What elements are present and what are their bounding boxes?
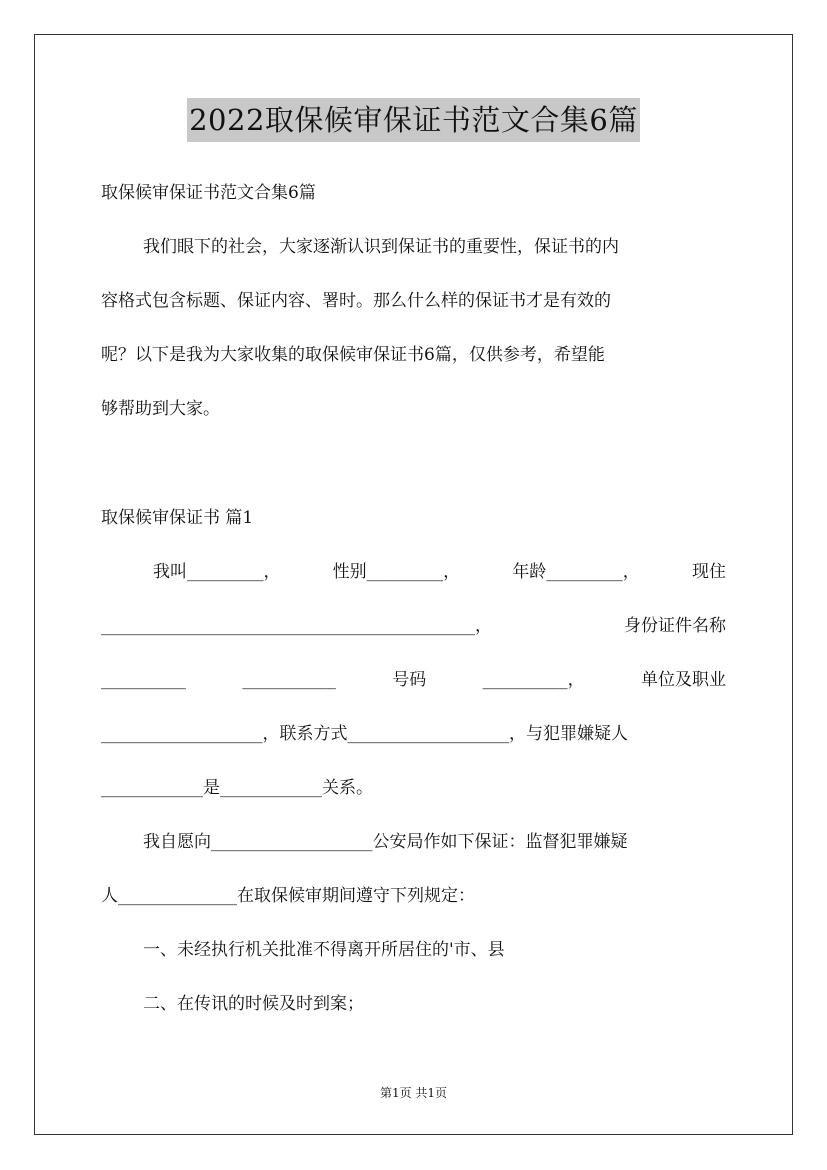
form-line-3-part-2: ___________ bbox=[242, 670, 336, 690]
form-line-1 bbox=[153, 560, 726, 584]
document-title: 2022取保候审保证书范文合集6篇 bbox=[187, 98, 640, 142]
intro-line-2: 容格式包含标题、保证内容、署时。那么什么样的保证书才是有效的 bbox=[101, 291, 611, 311]
form-line-3 bbox=[101, 668, 726, 692]
form-line-4: ___________________，联系方式___________________，与犯罪嫌疑人 bbox=[101, 724, 628, 744]
form-line-6: 我自愿向___________________公安局作如下保证：监督犯罪嫌疑 bbox=[143, 832, 628, 852]
form-line-1-part-1: 我叫_________， bbox=[153, 562, 281, 582]
intro-line-3: 呢？以下是我为大家收集的取保候审保证书6篇，仅供参考，希望能 bbox=[101, 345, 605, 365]
form-line-3-part-5: 单位及职业 bbox=[641, 670, 726, 690]
subtitle: 取保候审保证书范文合集6篇 bbox=[101, 183, 316, 203]
section-heading: 取保候审保证书 篇1 bbox=[101, 508, 254, 528]
form-line-2-part-2: 身份证件名称 bbox=[624, 616, 726, 636]
form-line-3-part-1: __________ bbox=[101, 670, 186, 690]
form-line-3-part-4: __________， bbox=[482, 670, 585, 690]
title-container bbox=[0, 98, 827, 142]
intro-line-1: 我们眼下的社会，大家逐渐认识到保证书的重要性，保证书的内 bbox=[143, 237, 619, 257]
form-line-9: 二、在传讯的时候及时到案； bbox=[143, 994, 364, 1014]
form-line-1-part-3: 年龄_________， bbox=[512, 562, 640, 582]
form-line-3-part-3: 号码 bbox=[392, 670, 427, 690]
page-footer: 第1页 共1页 bbox=[379, 1086, 448, 1100]
form-line-2 bbox=[101, 614, 726, 638]
form-line-8: 一、未经执行机关批准不得离开所居住的'市、县 bbox=[143, 940, 505, 960]
form-line-7: 人______________在取保候审期间遵守下列规定： bbox=[101, 886, 475, 906]
form-line-5: ____________是____________关系。 bbox=[101, 778, 373, 798]
form-line-2-part-1: ____________________________________________， bbox=[101, 616, 492, 636]
intro-line-4: 够帮助到大家。 bbox=[101, 399, 220, 419]
form-line-1-part-2: 性别_________， bbox=[332, 562, 461, 582]
form-line-1-part-4: 现住 bbox=[691, 562, 726, 582]
